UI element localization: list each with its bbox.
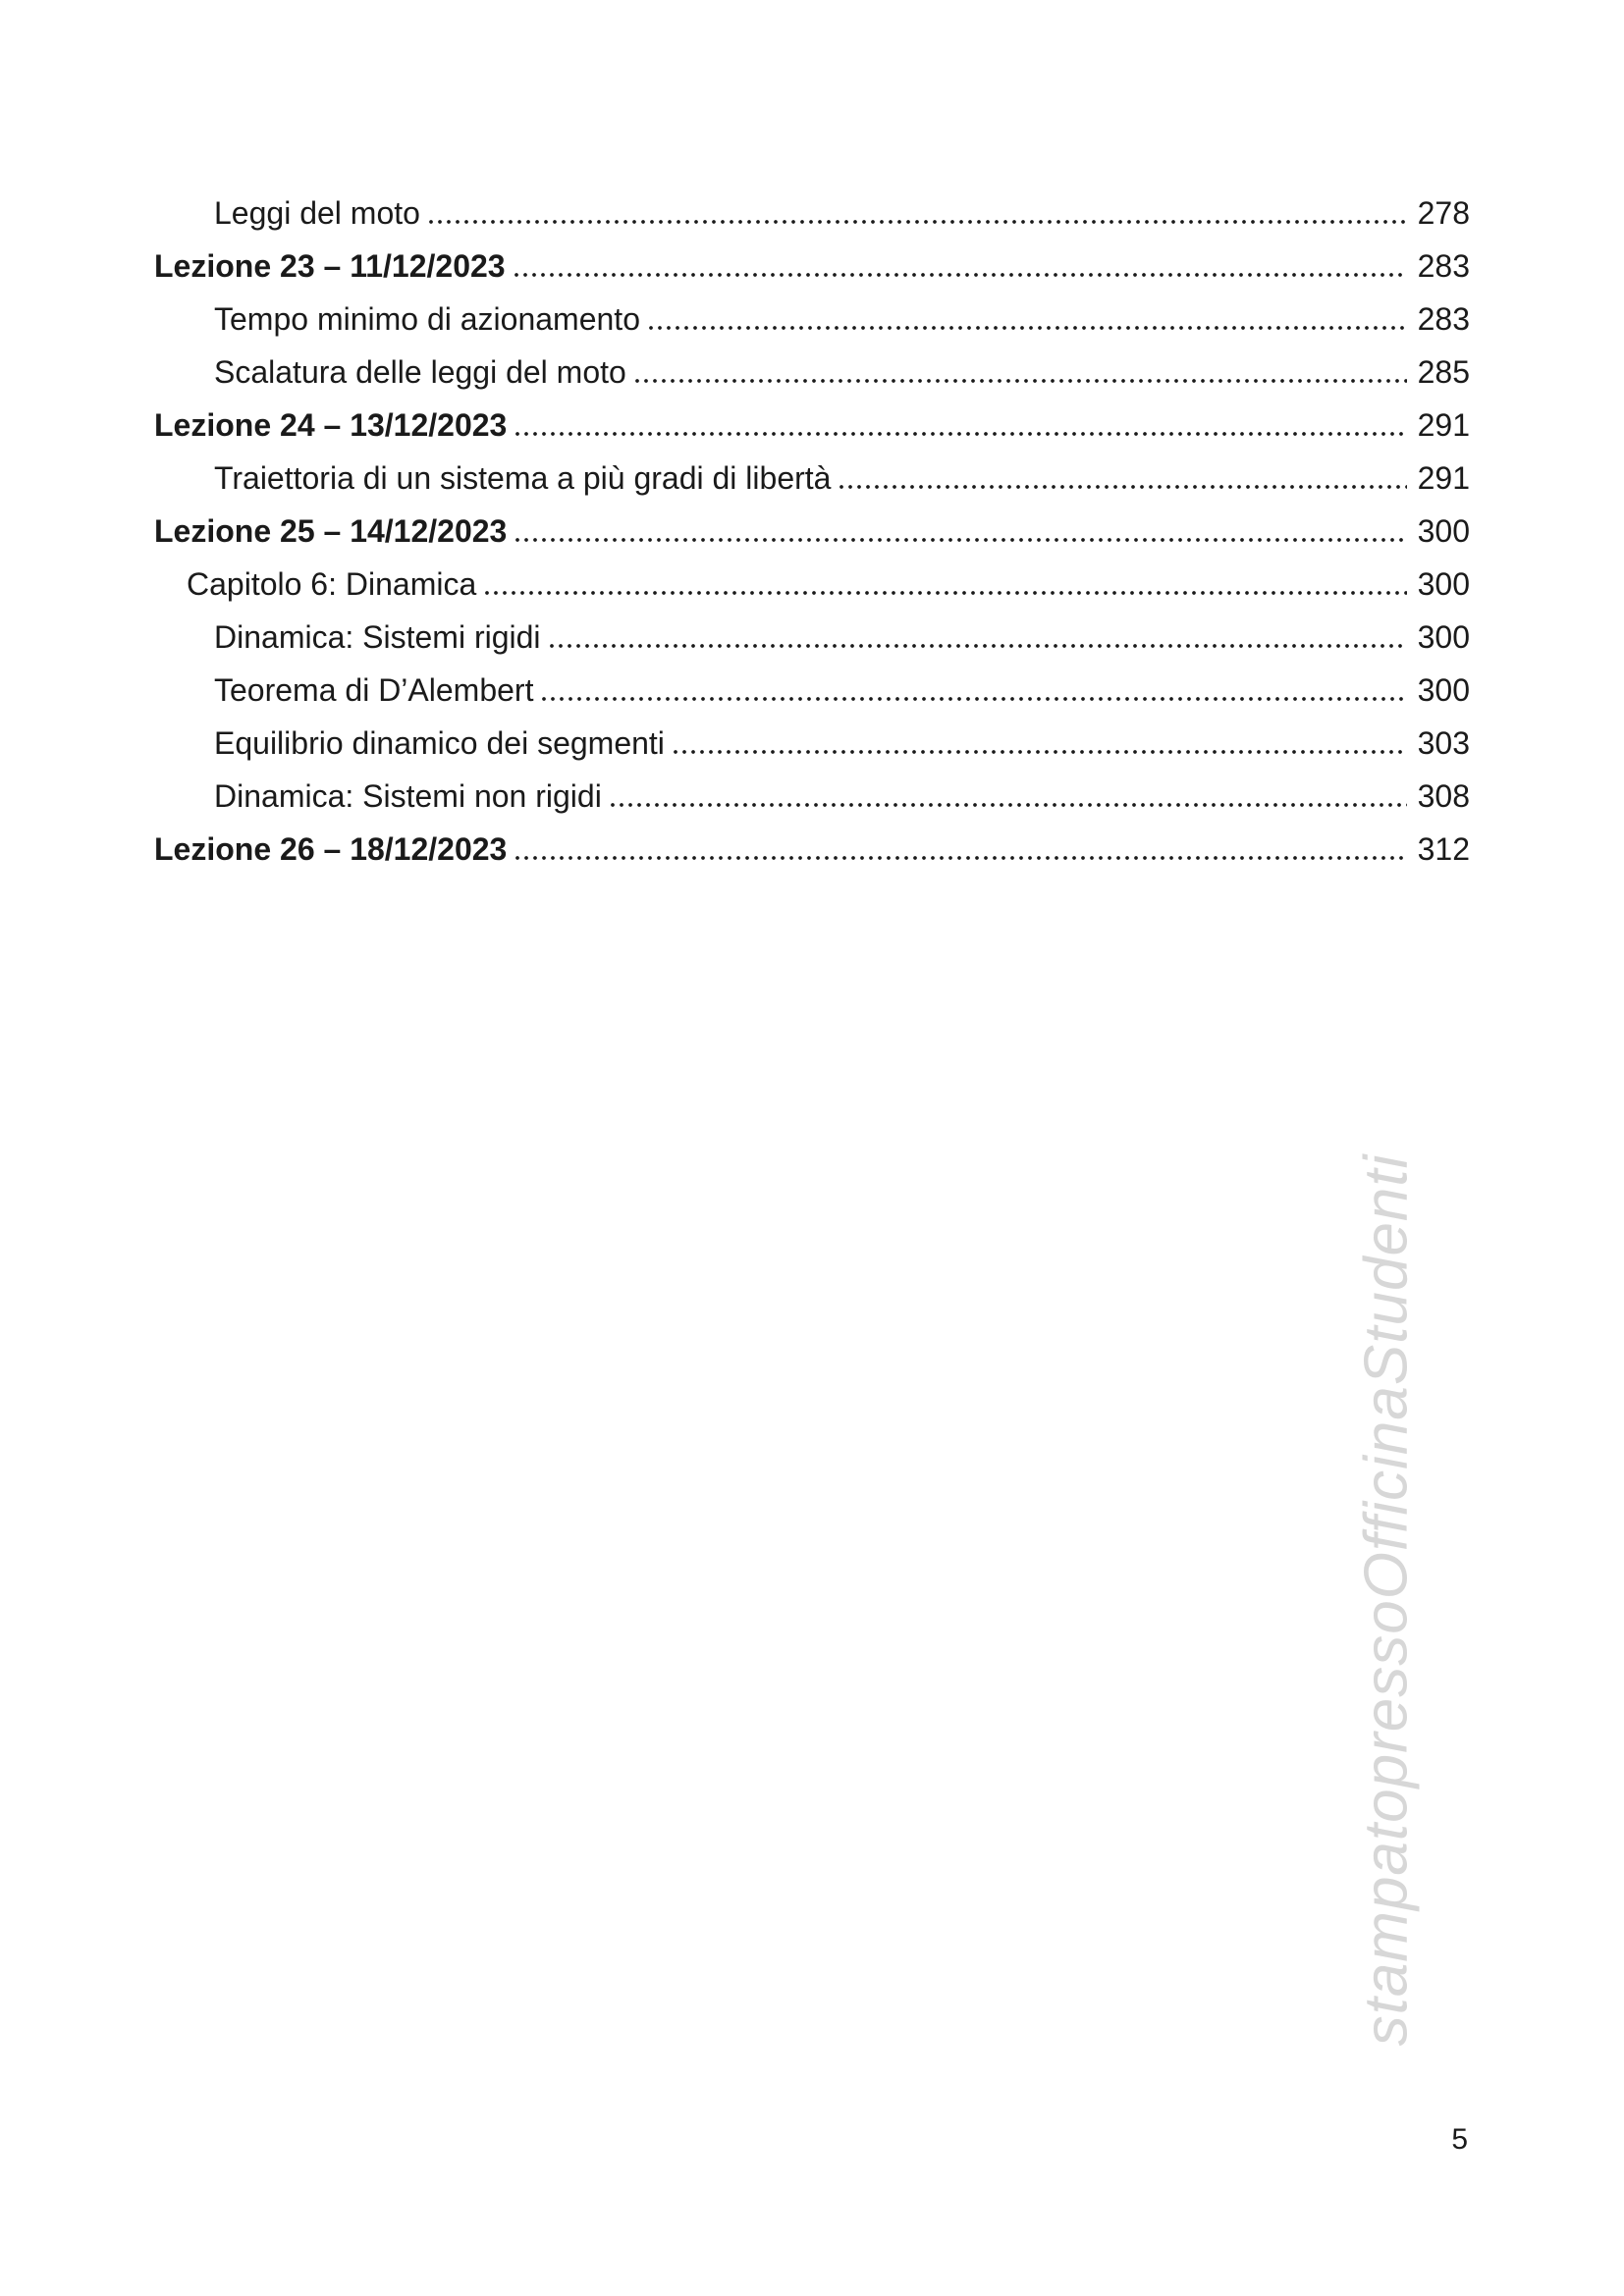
toc-entry-page: 285 [1417,354,1470,390]
toc-entry-label: Leggi del moto [214,195,420,231]
toc-entry-page: 312 [1417,831,1470,867]
toc-entry[interactable] [154,558,1470,611]
toc-entry[interactable] [154,664,1470,717]
toc-entry-page: 300 [1417,672,1470,708]
dot-leader [485,591,1406,595]
toc-entry-label: Tempo minimo di azionamento [214,301,640,337]
toc-entry[interactable] [154,452,1470,505]
toc-entry-label: Lezione 25 – 14/12/2023 [154,513,508,549]
toc-entry[interactable] [154,717,1470,770]
dot-leader [542,697,1406,701]
toc-entry-label: Capitolo 6: Dinamica [187,566,477,602]
toc-entry-page: 300 [1417,513,1470,549]
toc-entry[interactable] [154,399,1470,452]
toc-entry-label: Lezione 24 – 13/12/2023 [154,407,508,443]
toc-entry-page: 278 [1417,195,1470,231]
toc-entry[interactable] [154,346,1470,399]
toc-entry[interactable] [154,240,1470,293]
toc-entry-label: Teorema di D’Alembert [214,672,534,708]
toc-entry-page: 300 [1417,566,1470,602]
dot-leader [674,750,1407,754]
toc-entry-label: Lezione 23 – 11/12/2023 [154,248,506,284]
dot-leader [514,273,1407,277]
dot-leader [611,803,1407,807]
toc-entry-page: 303 [1417,725,1470,761]
toc-entry[interactable] [154,505,1470,558]
watermark-text: stampatopressoOfficinaStudenti [1352,1153,1421,2047]
dot-leader [839,485,1406,489]
dot-leader [515,538,1406,542]
toc-entry[interactable] [154,611,1470,664]
toc-entry-label: Equilibrio dinamico dei segmenti [214,725,665,761]
toc-entry[interactable] [154,293,1470,346]
toc-entry-page: 283 [1417,248,1470,284]
toc-entry-label: Dinamica: Sistemi non rigidi [214,778,602,814]
dot-leader [515,856,1406,860]
toc-entry-page: 291 [1417,407,1470,443]
dot-leader [649,326,1407,330]
toc-entry-label: Lezione 26 – 18/12/2023 [154,831,508,867]
toc-entry[interactable] [154,187,1470,240]
page-number: 5 [1451,2123,1468,2156]
dot-leader [550,644,1407,648]
toc-entry-page: 300 [1417,619,1470,655]
toc-entry[interactable] [154,770,1470,823]
toc-entry-page: 308 [1417,778,1470,814]
dot-leader [515,432,1406,436]
toc-entry-label: Traiettoria di un sistema a più gradi di libertà [214,460,832,496]
toc-entry-page: 283 [1417,301,1470,337]
toc-entry[interactable] [154,823,1470,876]
toc-entry-label: Scalatura delle leggi del moto [214,354,626,390]
dot-leader [635,379,1407,383]
toc-entry-page: 291 [1417,460,1470,496]
dot-leader [429,220,1407,224]
toc-entry-label: Dinamica: Sistemi rigidi [214,619,541,655]
toc [0,0,1624,876]
